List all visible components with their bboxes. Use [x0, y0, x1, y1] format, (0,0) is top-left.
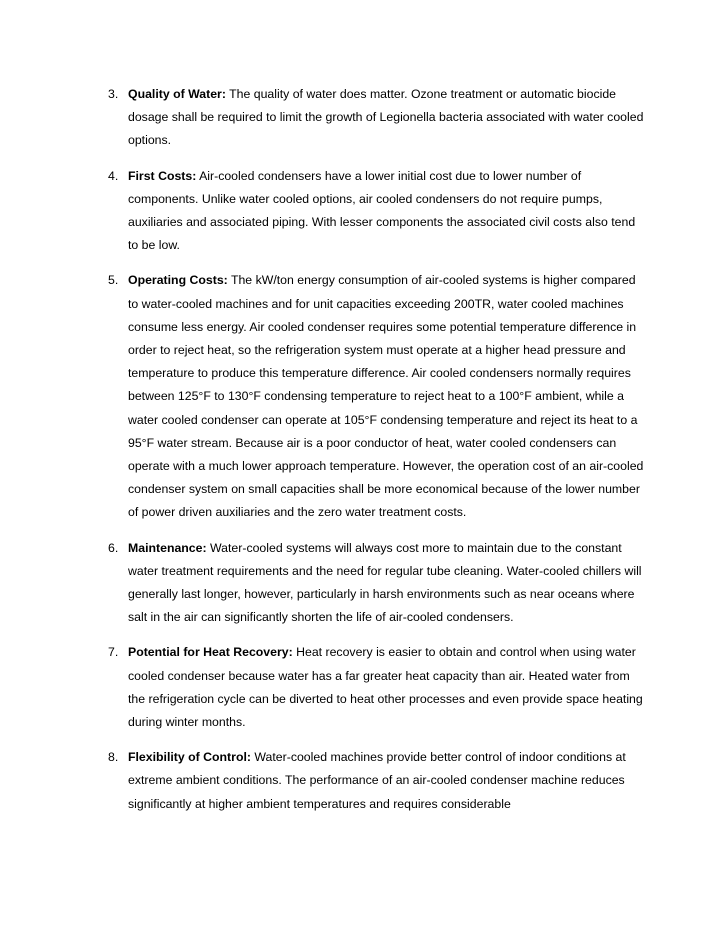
item-heading: Quality of Water: [128, 87, 226, 101]
item-text: Water-cooled machines provide better control of indoor conditions at extreme ambient conditions. The performance of an air-cooled condenser machine reduces significantly at higher ambient temperatures and requires considerable [128, 750, 626, 811]
item-number: 3. [108, 87, 119, 101]
item-heading: Maintenance: [128, 540, 207, 555]
item-heading: Flexibility of Control: [128, 750, 251, 765]
list-item [108, 165, 648, 258]
list-item [108, 83, 648, 153]
item-heading: Operating Costs: [128, 273, 228, 288]
item-text: The quality of water does matter. Ozone treatment or automatic biocide dosage shall be required to limit the growth of Legionella bacteria associated with water cooled options. [128, 87, 644, 148]
list-item [108, 641, 648, 734]
item-heading: Potential for Heat Recovery: [128, 645, 293, 660]
item-number: 5. [108, 273, 119, 288]
item-number: 6. [108, 540, 119, 555]
item-text: Air-cooled condensers have a lower initial cost due to lower number of components. Unlike water cooled options, air cooled condensers do not require pumps, auxiliaries and associated piping. With lesser components the associated civil costs also tend to be low. [128, 168, 636, 253]
item-heading: First Costs: [128, 168, 197, 183]
item-text: Water-cooled systems will always cost more to maintain due to the constant water treatment requirements and the need for regular tube cleaning. Water-cooled chillers will generally last longer, however, particularly in harsh environments such as near oceans where salt in the air can significantly shorten the life of air-cooled condensers. [128, 540, 642, 625]
item-text: Heat recovery is easier to obtain and control when using water cooled condenser because water has a far greater heat capacity than air. Heated water from the refrigeration cycle can be diverted to heat other processes and even provide space heating during winter months. [128, 645, 643, 730]
item-text: The kW/ton energy consumption of air-cooled systems is higher compared to water-cooled machines and for unit capacities exceeding 200TR, water cooled machines consume less energy. Air cooled condenser requires some potential temperature difference in order to reject heat, so the refrigeration system must operate at a higher head pressure and temperature to produce this temperature difference. Air cooled condensers normally requires between 125°F to 130°F condensing temperature to reject heat to a 100°F ambient, while a water cooled condenser can operate at 105°F condensing temperature and reject its heat to a 95°F water stream. Because air is a poor conductor of heat, water cooled condensers can operate with a much lower approach temperature. However, the operation cost of an air-cooled condenser system on small capacities shall be more economical because of the lower number of power driven auxiliaries and the zero water treatment costs. [128, 273, 644, 520]
numbered-list [108, 83, 648, 828]
list-item [108, 746, 648, 816]
item-number: 8. [108, 750, 119, 765]
list-item [108, 269, 648, 524]
list-item [108, 537, 648, 630]
item-number: 4. [108, 168, 119, 183]
item-number: 7. [108, 645, 119, 660]
